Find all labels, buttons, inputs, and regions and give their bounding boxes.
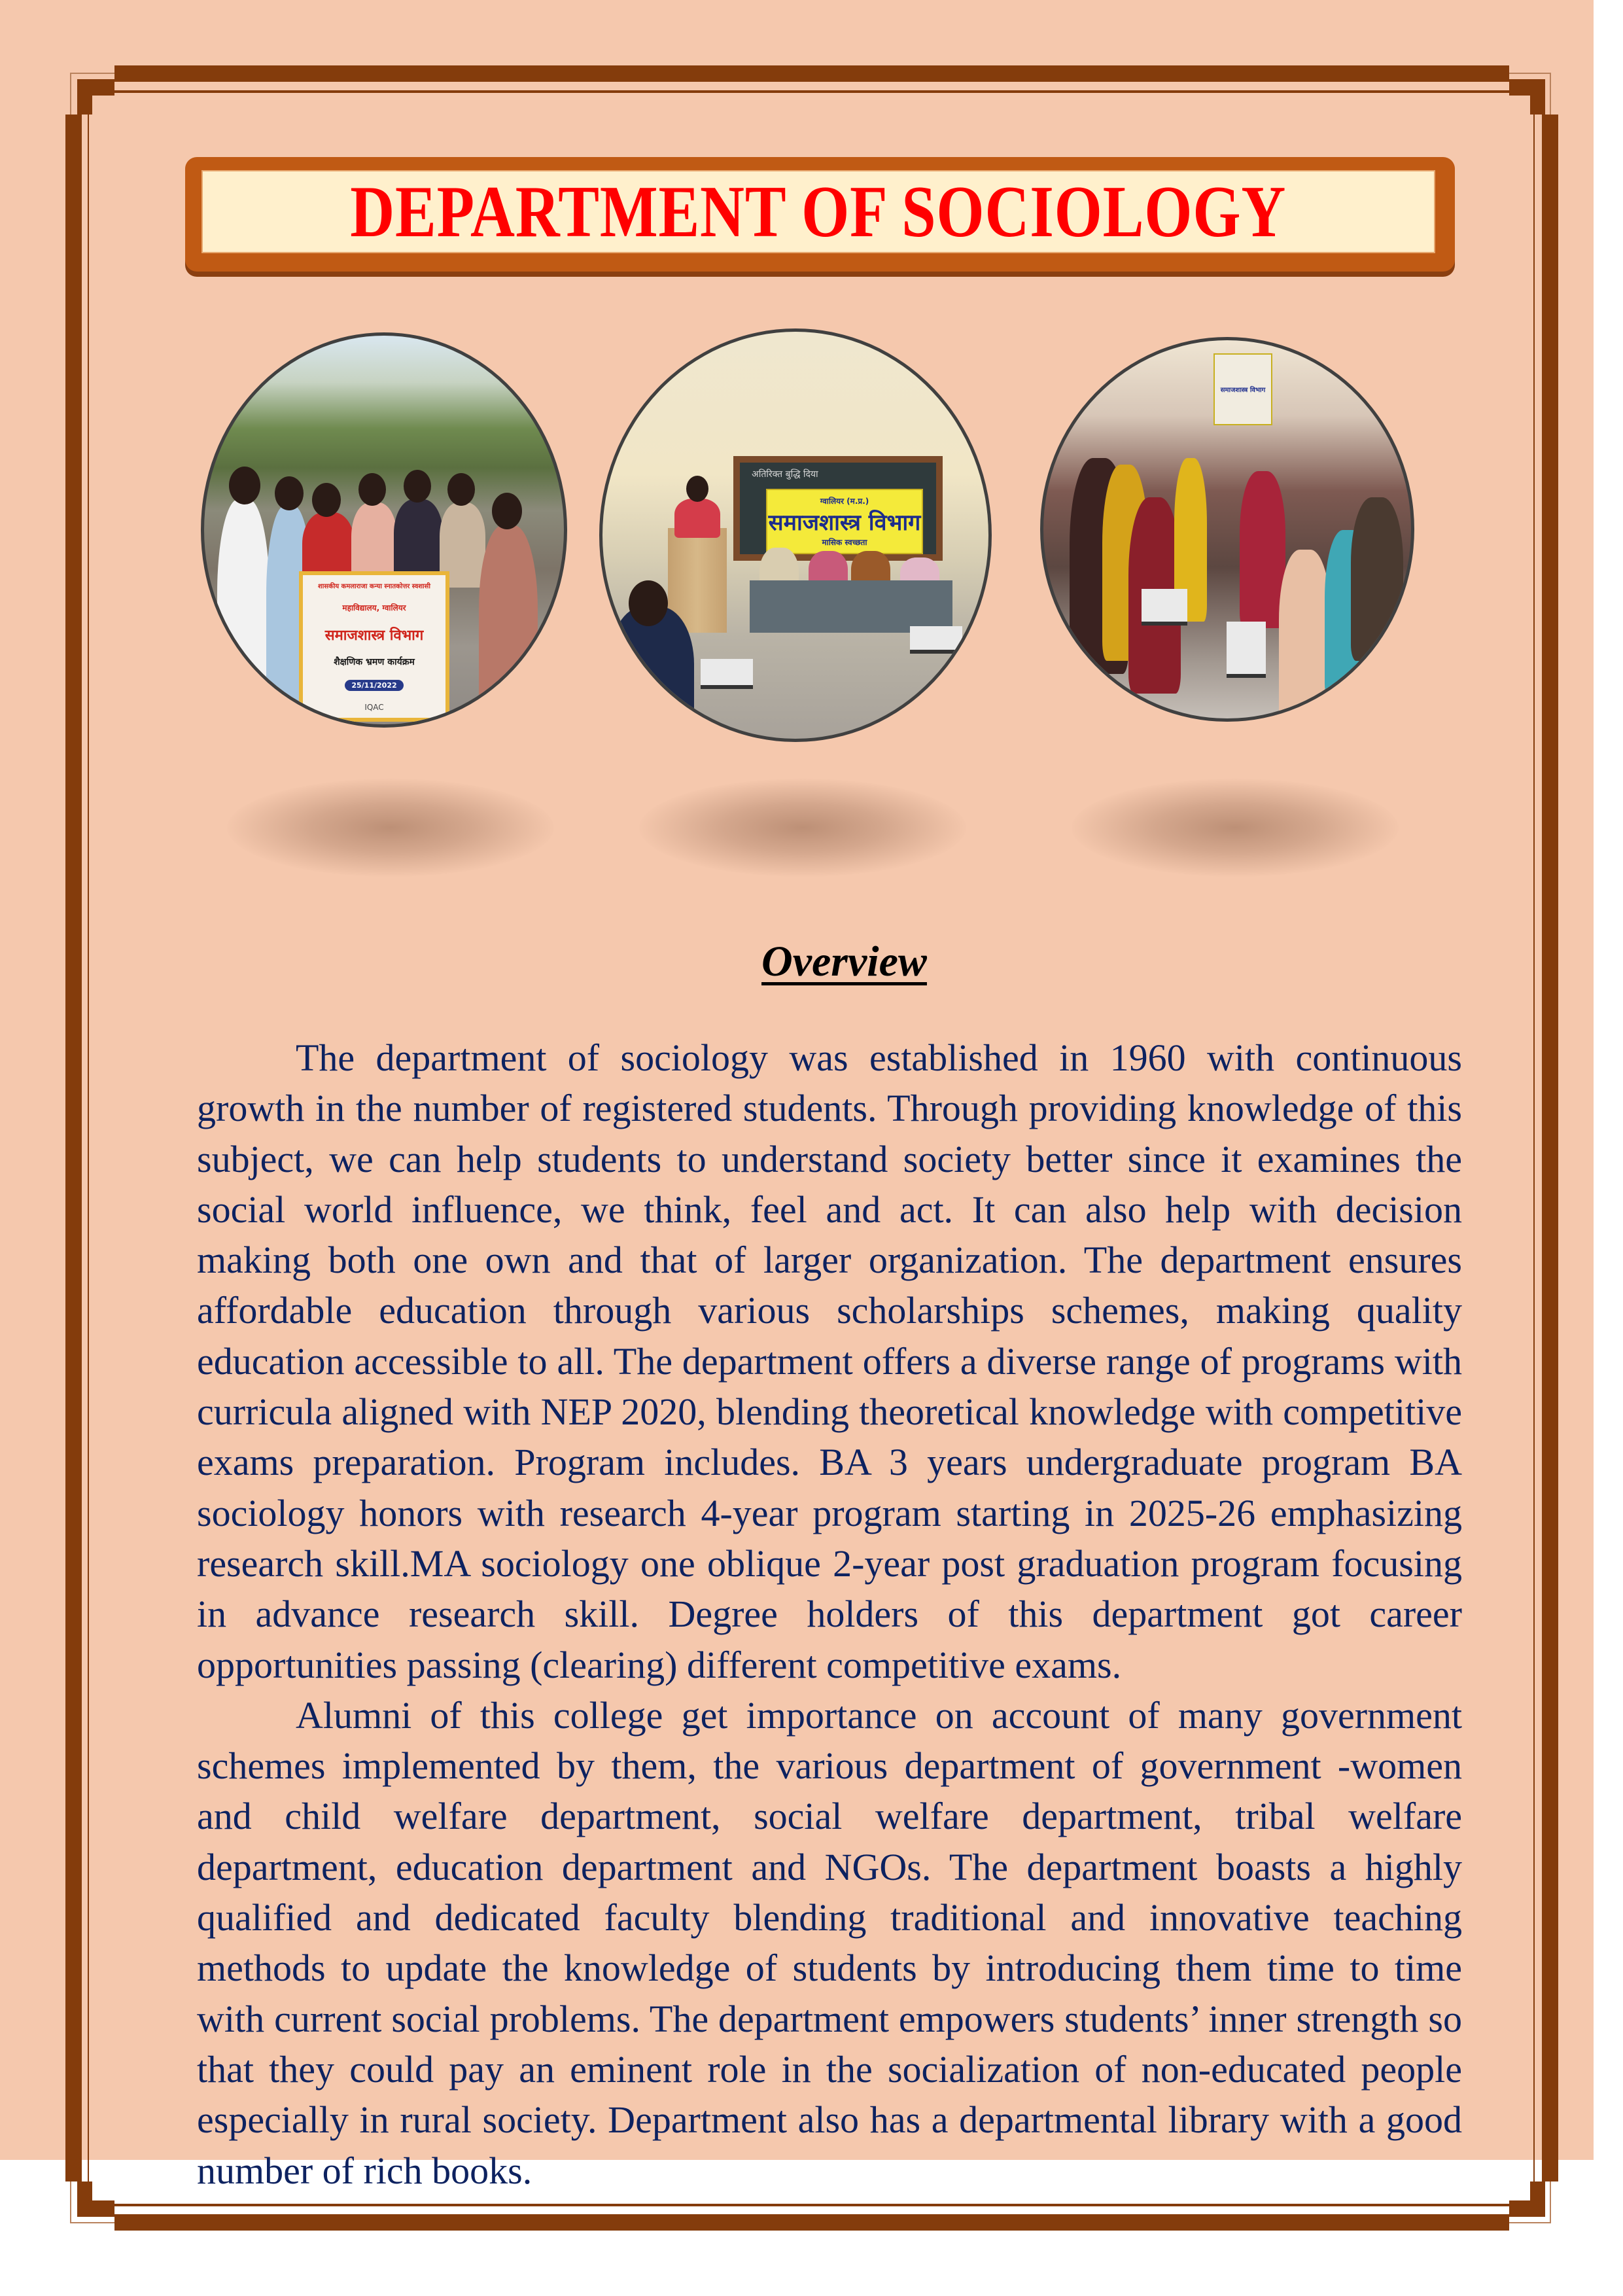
photo-shadow	[227, 779, 554, 877]
speaker	[674, 499, 720, 538]
photo-banner: शासकीय कमलाराजा कन्या स्नातकोत्तर स्वशासी महाविद्यालय, ग्वालियर समाजशास्त्र विभाग शैक्षणिक भ्रमण कार्यक्रम 25/11/2022 IQAC	[299, 571, 449, 722]
person	[217, 499, 270, 728]
corner-tl-outline	[70, 73, 114, 115]
overview-body	[197, 1033, 1462, 2196]
overview-paragraph-1: The department of sociology was established in 1960 with continuous growth in the number of registered students. Through providing knowledge of this subject, we can help students to understand society better since it examines the social world influence, we think, feel and act. It can also help with decision making both one own and that of larger organization. The department ensures affordable education through various scholarships schemes, making quality education accessible to all. The department offers a diverse range of programs with curricula aligned with NEP 2020, blending theoretical knowledge with competitive exams preparation. Program includes. BA 3 years undergraduate program BA sociology honors with research 4-year program starting in 2025-26 emphasizing research skill.MA sociology one oblique 2-year post graduation program focusing in advance research skill. Degree holders of this department got career opportunities passing (clearing) different competitive exams.	[197, 1036, 1462, 1686]
person-head	[629, 580, 668, 626]
person	[479, 525, 538, 728]
border-bottom-line	[114, 2204, 1509, 2206]
photo-banner: ग्वालियर (म.प्र.) समाजशास्त्र विभाग मासिक स्वच्छता	[766, 489, 923, 554]
desk	[701, 659, 753, 689]
photo-banner: समाजशास्त्र विभाग	[1213, 353, 1272, 425]
photo-classroom-activity	[1040, 337, 1414, 722]
student	[1351, 497, 1403, 661]
border-right-line	[1533, 115, 1535, 2181]
border-top-bar	[114, 65, 1509, 82]
corner-tr-outline	[1509, 73, 1551, 115]
page-title: DEPARTMENT OF SOCIOLOGY	[350, 171, 1287, 253]
desk	[910, 626, 962, 654]
border-right-bar	[1542, 115, 1558, 2181]
person-head	[275, 476, 304, 510]
corner-br-outline	[1509, 2181, 1551, 2223]
overview-paragraph-2: Alumni of this college get importance on account of many government schemes implemented by them, the various department of government -women and child welfare department, social welfare department, tribal welfare department, education department and NGOs. The department boasts a highly qualified and dedicated faculty blending traditional and innovative teaching methods to update the knowledge of students by introducing them time to time with current social problems. The department empowers students’ inner strength so that they could pay an eminent role in the socialization of non-educated people especially in rural society. Department also has a departmental library with a good number of rich books.	[197, 1693, 1462, 2192]
person-head	[447, 473, 475, 506]
photo-classroom-lecture	[599, 328, 992, 742]
desk	[1227, 622, 1266, 678]
person-head	[312, 483, 341, 517]
border-left-bar	[65, 115, 82, 2181]
border-left-line	[88, 115, 89, 2181]
title-banner-fill	[201, 170, 1435, 253]
photo-shadow	[639, 779, 966, 877]
title-banner	[185, 157, 1455, 272]
student	[1240, 471, 1285, 628]
border-bottom-bar	[114, 2214, 1509, 2231]
table	[750, 580, 952, 633]
person-head	[229, 467, 260, 504]
photo-educational-tour	[201, 332, 567, 728]
student	[1279, 550, 1331, 722]
desk	[1142, 589, 1187, 626]
corner-bl-outline	[70, 2181, 114, 2223]
overview-heading: Overview	[761, 938, 927, 985]
border-top-line	[114, 90, 1509, 93]
photo-shadow	[1072, 779, 1399, 877]
person-head	[686, 476, 708, 502]
blackboard: अतिरिक्त बुद्धि दिया	[733, 456, 943, 561]
student	[609, 607, 694, 742]
person-head	[492, 493, 522, 529]
person-head	[358, 473, 386, 506]
person-head	[404, 470, 431, 503]
